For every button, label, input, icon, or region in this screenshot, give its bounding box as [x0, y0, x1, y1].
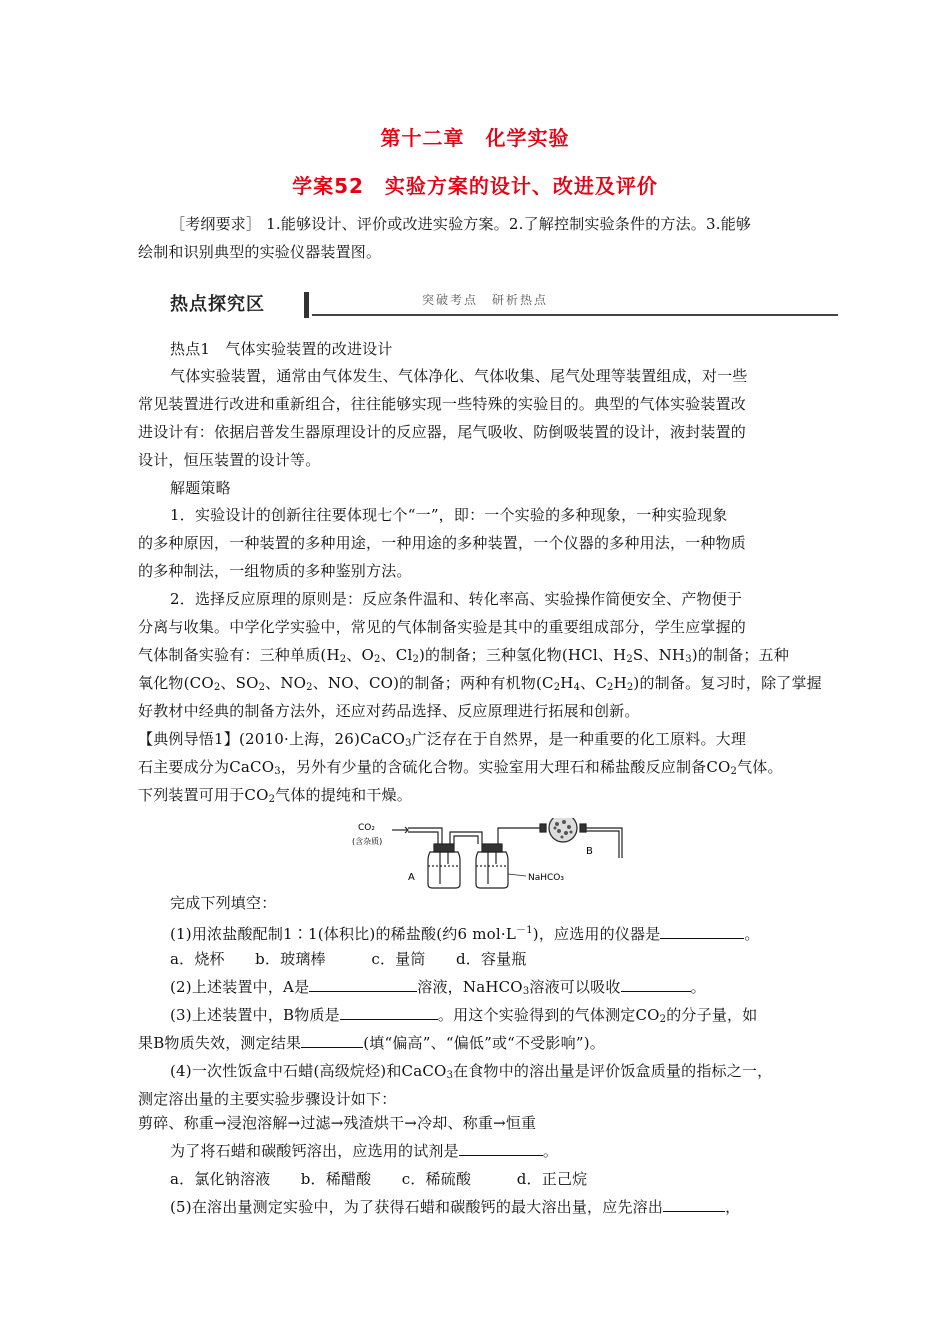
text-run: 、Cl	[380, 646, 413, 664]
text-run: 在食物中的溶出量是评价饭盒质量的指标之一，	[453, 1062, 773, 1080]
paragraph-line: 分离与收集。中学化学实验中，常见的气体制备实验是其中的重要组成部分，学生应掌握的	[138, 618, 747, 636]
paragraph-line: 氧化物($CO_2$、$SO_2$、$NO_2$、NO、CO)的制备；两种有机物($C_2H_4$、$C_2H_2$)的制备。复习时，除了掌握	[138, 674, 822, 693]
paragraph-line: 1．实验设计的创新往往要体现七个“一”，即：一个实验的多种现象，一种实验现象	[170, 506, 728, 524]
text-run: 气体。	[737, 758, 783, 776]
answer-blank[interactable]	[663, 1197, 725, 1212]
paragraph-line: 的多种原因，一种装置的多种用途，一种用途的多种装置，一个仪器的多种用法，一种物质	[138, 534, 747, 552]
text-run: 石主要成分为CaCO	[138, 758, 275, 776]
text-run: 。用这个实验得到的气体测定CO	[437, 1006, 660, 1024]
text-run: (5)在溶出量测定实验中，为了获得石蜡和碳酸钙的最大溶出量，应先溶出	[170, 1198, 664, 1216]
paragraph-line: 2．选择反应原理的原则是：反应条件温和、转化率高、实验操作简便安全、产物便于	[170, 590, 743, 608]
gas-purification-apparatus-diagram	[350, 818, 630, 890]
chapter-title: 第十二章 化学实验	[380, 126, 570, 150]
text-run: 、NO	[265, 674, 307, 692]
text-run: )，应选用的仪器是	[532, 925, 661, 943]
text-run: (填“偏高”、“偏低”或“不受影响”)。	[363, 1034, 605, 1052]
text-run: 。	[690, 978, 706, 996]
paragraph-line: 气体制备实验有：三种单质($H_2$、$O_2$、$Cl_2$)的制备；三种氢化物(HCl、$H_2S$、$NH_3$)的制备；五种	[138, 646, 790, 665]
answer-blank[interactable]	[309, 977, 417, 992]
text-run: H	[613, 674, 627, 692]
syllabus-line-2: 绘制和识别典型的实验仪器装置图。	[138, 243, 382, 261]
answer-blank[interactable]	[301, 1033, 363, 1048]
paragraph-line: 气体实验装置，通常由气体发生、气体净化、气体收集、尾气处理等装置组成，对一些	[170, 367, 748, 385]
text-run: ，另外有少量的含硫化合物。实验室用大理石和稀盐酸反应制备CO	[280, 758, 731, 776]
banner-rule	[312, 314, 838, 316]
paragraph-line: 好教材中经典的制备方法外，还应对药品选择、反应原理进行拓展和创新。	[138, 702, 640, 720]
text-run: 、O	[346, 646, 374, 664]
answer-blank[interactable]	[621, 977, 691, 992]
nahco3-label: NaHCO₃	[528, 873, 564, 883]
superscript: －1	[516, 925, 533, 936]
text-run: 的分子量，如	[666, 1006, 758, 1024]
paragraph-line: 常见装置进行改进和重新组合，往往能够实现一些特殊的实验目的。典型的气体实验装置改	[138, 395, 747, 413]
example-line: 【典例导悟1】(2010·上海，26)CaCO$_3$广泛存在于自然界，是一种重要的化工原料。大理	[138, 730, 747, 749]
text-run: 氧化物(CO	[138, 674, 214, 692]
text-run: S、NH	[632, 646, 686, 664]
text-run: 气体制备实验有：三种单质(H	[138, 646, 340, 664]
example-line: 下列装置可用于$CO_2$气体的提纯和干燥。	[138, 786, 412, 805]
lesson-title: 学案52 实验方案的设计、改进及评价	[292, 174, 658, 198]
question-2: (2)上述装置中，A是 溶液，NaHCO$_3$溶液可以吸收 。	[170, 978, 706, 997]
banner-subtitle: 突破考点 研析热点	[422, 293, 549, 307]
question-5	[170, 1197, 830, 1217]
text-run: 。	[542, 1142, 559, 1160]
fill-instruction: 完成下列填空：	[170, 894, 277, 912]
text-run: )的制备；三种氢化物(HCl、H	[419, 646, 627, 664]
paragraph-line: 的多种制法，一组物质的多种鉴别方法。	[138, 562, 412, 580]
paragraph-line: 进设计有：依据启普发生器原理设计的反应器，尾气吸收、防倒吸装置的设计，液封装置的	[138, 423, 747, 441]
text-run: 下列装置可用于CO	[138, 786, 269, 804]
text-run: 为了将石蜡和碳酸钙溶出，应选用的试剂是	[170, 1142, 459, 1160]
question-1-options: a．烧杯 b．玻璃棒 c．量筒 d．容量瓶	[170, 950, 527, 968]
syllabus-line-1: ［考纲要求］ 1.能够设计、评价或改进实验方案。2.了解控制实验条件的方法。3.能够	[170, 215, 752, 233]
question-4-options: a．氯化钠溶液 b．稀醋酸 c．稀硫酸 d．正己烷	[170, 1170, 588, 1188]
text-run: 溶液，NaHCO	[417, 978, 523, 996]
answer-blank[interactable]	[340, 1005, 438, 1020]
co2-label: CO₂	[358, 823, 375, 833]
procedure-steps: 剪碎、称重→浸泡溶解→过滤→残渣烘干→冷却、称重→恒重	[138, 1114, 537, 1132]
text-run: (1)用浓盐酸配制1∶1(体积比)的稀盐酸(约6 mol·L	[170, 925, 516, 943]
question-4-cont: 测定溶出量的主要实验步骤设计如下：	[138, 1090, 397, 1108]
text-run: 、NO、CO)的制备；两种有机物(C	[312, 674, 554, 692]
text-run: (3)上述装置中，B物质是	[170, 1006, 340, 1024]
answer-blank[interactable]	[459, 1141, 543, 1156]
text-run: 、C	[580, 674, 608, 692]
question-4: (4)一次性饭盒中石蜡(高级烷烃)和CaCO$_3$在食物中的溶出量是评价饭盒质量的指标之一，	[170, 1062, 773, 1081]
banner-bar	[304, 292, 309, 318]
label-a: A	[408, 872, 415, 883]
text-run: 、SO	[220, 674, 259, 692]
answer-blank[interactable]	[660, 924, 744, 939]
text-run: (4)一次性饭盒中石蜡(高级烷烃)和CaCO	[170, 1062, 447, 1080]
text-run: (2)上述装置中，A是	[170, 978, 310, 996]
text-run: H	[560, 674, 574, 692]
text-run: 溶液可以吸收	[529, 978, 621, 996]
section-banner	[170, 290, 838, 320]
label-b: B	[586, 846, 593, 857]
text-run: ，	[725, 1198, 741, 1216]
banner-label: 热点探究区	[170, 294, 265, 315]
question-3: (3)上述装置中，B物质是 。用这个实验得到的气体测定$CO_2$的分子量，如	[170, 1006, 758, 1025]
text-run: 【典例导悟1】(2010·上海，26)CaCO	[138, 730, 406, 748]
text-run: 果B物质失效，测定结果	[138, 1034, 302, 1052]
strategy-heading: 解题策略	[170, 479, 231, 497]
text-run: 气体的提纯和干燥。	[275, 786, 412, 804]
paragraph-line: 设计，恒压装置的设计等。	[138, 451, 321, 469]
text-run: )的制备；五种	[691, 646, 790, 664]
text-run: 广泛存在于自然界，是一种重要的化工原料。大理	[411, 730, 747, 748]
text-run: )的制备。复习时，除了掌握	[633, 674, 822, 692]
example-line: 石主要成分为CaCO$_3$，另外有少量的含硫化合物。实验室用大理石和稀盐酸反应制备$CO_2$气体。	[138, 758, 783, 777]
impurity-label: (含杂质)	[352, 837, 383, 846]
question-3-cont	[138, 1033, 828, 1053]
hotspot-heading: 热点1 气体实验装置的改进设计	[170, 340, 393, 358]
question-4-prompt	[170, 1141, 830, 1161]
text-run: 。	[744, 925, 760, 943]
question-1	[170, 921, 830, 944]
